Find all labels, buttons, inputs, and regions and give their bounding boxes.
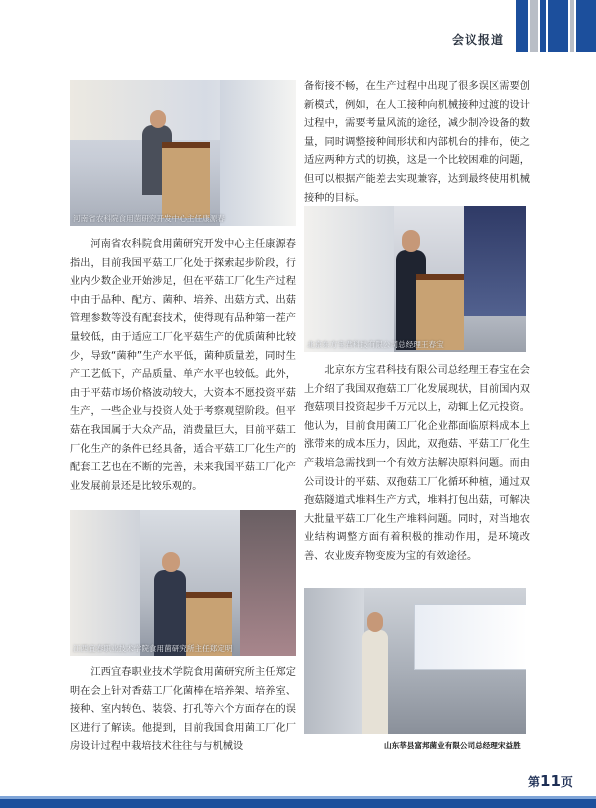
photo-speaker-zheng <box>70 510 296 656</box>
photo-speaker-song <box>304 588 526 734</box>
footer-bar <box>0 799 596 808</box>
photo-speaker-wang <box>304 206 526 352</box>
photo-speaker-kang <box>70 80 296 226</box>
photo-caption: 山东莘县富邦菌业有限公司总经理宋益胜 <box>384 741 521 750</box>
page-number: 第11页 <box>528 772 573 790</box>
article-paragraph: 江西宜春职业技术学院食用菌研究所主任郑定明在会上针对香菇工厂化菌棒在培养架、培养室、接种、室内转色、装袋、打孔等六个方面存在的误区进行了解读。他提到，目前我国食用菌工厂化厂房设计过程中栽培技术往往与与机械设 <box>70 667 296 753</box>
article-paragraph: 河南省农科院食用菌研究开发中心主任康源春指出，目前我国平菇工厂化处于探索起步阶段，行业内少数企业开始涉足，但在平菇工厂化生产过程中由于品种、配方、菌种、培养、出菇方式、出菇管理参数等没有配套技术，使得现有品种第一茬产量较低，由于适应工厂化平菇生产的优质菌种比较少，导致“菌种”生产水平低，菌种质量差，同时生产工艺低下，产品质量、单产水平也较低。此外，由于平菇市场价格波动较大，大资本不愿投资平菇生产，一些企业与投资人处于考察观望阶段。但平菇在我国属于大众产品，消费量巨大，目前平菇工厂化生产的条件已经具备，适合平菇工厂化生产的配套工艺也在不断的完善，未来我国平菇工厂化产业发展前景还是比较乐观的。 <box>70 239 296 492</box>
article-paragraph: 备衔接不畅，在生产过程中出现了很多误区需要创新模式，例如，在人工接种向机械接种过渡的设计过程中，需要考量风流的途径，减少制冷设备的数量，同时调整接种间形状和内部机台的排布，使之适应两种方式的切换，这是一个比较困难的问题，但可以根据产能差去实现兼容，达到最终使用机械接种的目标。 <box>304 81 530 204</box>
section-title: 会议报道 <box>452 33 505 47</box>
photo-caption: 北京东方宝君科技有限公司总经理王春宝 <box>307 340 444 349</box>
article-paragraph: 北京东方宝君科技有限公司总经理王春宝在会上介绍了我国双孢菇工厂化发展现状，目前国内双孢菇项目投资起步千万元以上，动辄上亿元投资。他认为，目前食用菌工厂化企业都面临原料成本上涨带来的成本压力，因此，双孢菇、平菇工厂化生产栽培急需找到一个有效方法解决原料问题。而由公司设计的平菇、双孢菇工厂化循环种植，通过双孢菇隧道式堆料生产方式，堆料打包出菇，可解决大批量平菇工厂化生产堆料问题。同时，对当地农业结构调整方面有着积极的推动作用，是环境改善、农业废弃物变废为宝的有效途径。 <box>304 365 530 562</box>
photo-caption: 江西宜春职业技术学院食用菌研究所主任郑定明 <box>73 644 233 653</box>
photo-caption: 河南省农科院食用菌研究开发中心主任康源春 <box>73 214 225 223</box>
